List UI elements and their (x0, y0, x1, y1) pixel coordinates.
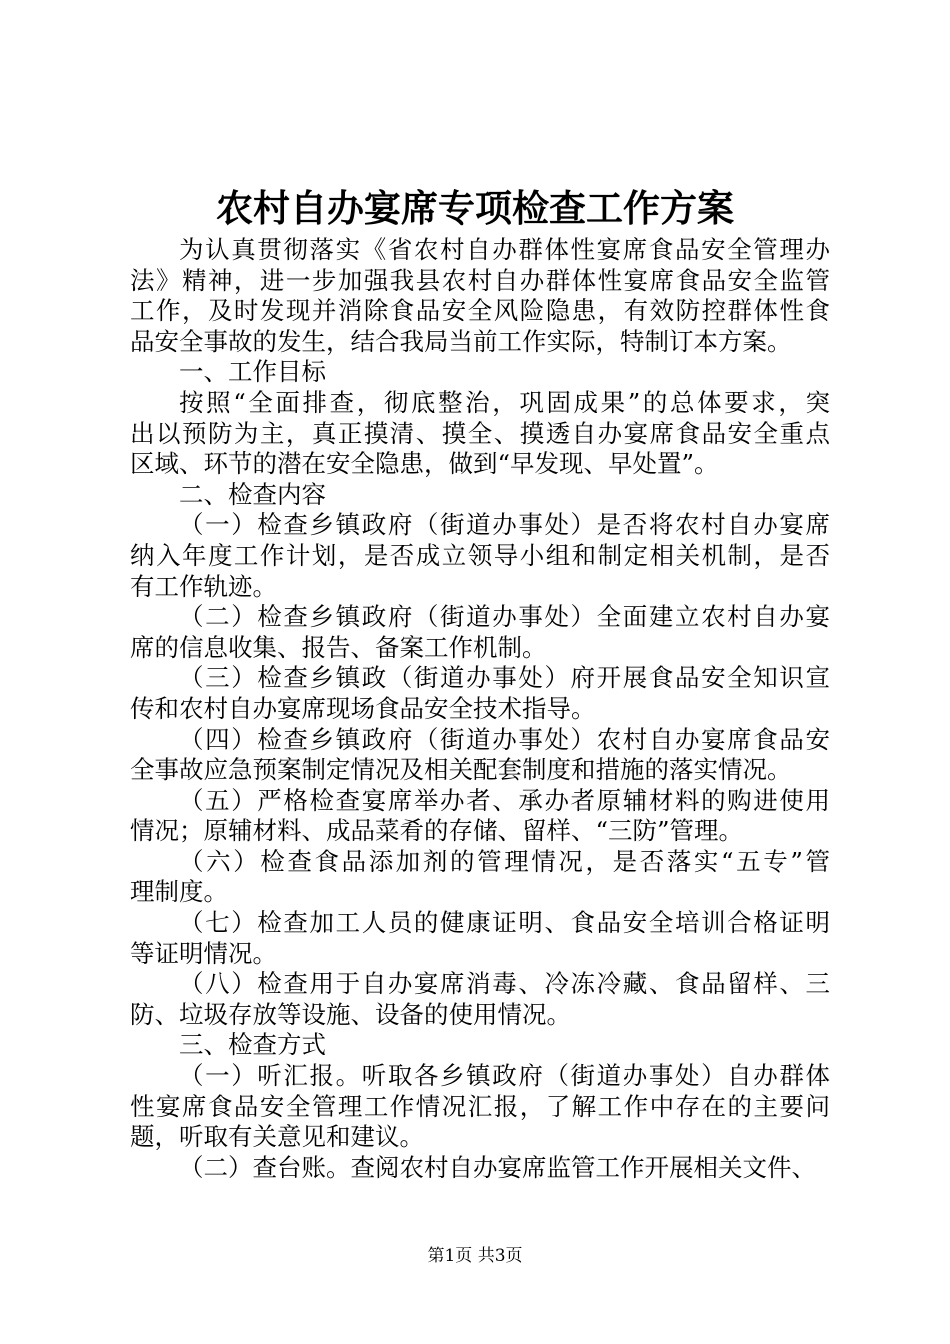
body-text-line: 为认真贯彻落实《省农村自办群体性宴席食品安全管理办 (179, 235, 830, 264)
body-text-line: 区域、环节的潜在安全隐患，做到“早发现、早处置”。 (130, 449, 719, 479)
page-footer: 第1页 共3页 (427, 1246, 523, 1266)
body-text-line: （七）检查加工人员的健康证明、食品安全培训合格证明 (179, 908, 830, 938)
body-text-line: 有工作轨迹。 (130, 571, 277, 601)
document-title: 农村自办宴席专项检查工作方案 (216, 186, 734, 230)
body-text-line: （四）检查乡镇政府（街道办事处）农村自办宴席食品安 (179, 724, 830, 754)
body-text-line: （二）检查乡镇政府（街道办事处）全面建立农村自办宴 (179, 602, 830, 632)
body-text-line: 理制度。 (130, 877, 228, 907)
body-text-line: 一、工作目标 (179, 357, 326, 387)
body-text-line: 性宴席食品安全管理工作情况汇报，了解工作中存在的主要问 (130, 1091, 830, 1121)
body-text-line: 法》精神，进一步加强我县农村自办群体性宴席食品安全监管 (130, 265, 830, 295)
body-text-line: 情况；原辅材料、成品菜肴的存储、留样、“三防”管理。 (130, 816, 744, 846)
body-text-line: 品安全事故的发生，结合我局当前工作实际，特制订本方案。 (130, 326, 792, 356)
body-text-line: 出以预防为主，真正摸清、摸全、摸透自办宴席食品安全重点 (130, 418, 830, 448)
body-text-line: （八）检查用于自办宴席消毒、冷冻冷藏、食品留样、三 (179, 969, 830, 999)
body-text-line: （三）检查乡镇政（街道办事处）府开展食品安全知识宣 (179, 663, 830, 693)
body-text-line: 题，听取有关意见和建议。 (130, 1122, 424, 1152)
body-text-line: （六）检查食品添加剂的管理情况，是否落实“五专”管 (179, 846, 830, 876)
body-text-line: 席的信息收集、报告、备案工作机制。 (130, 632, 547, 662)
document-body (130, 235, 830, 1183)
body-text-line: 工作，及时发现并消除食品安全风险隐患，有效防控群体性食 (130, 296, 830, 326)
body-text-line: （一）听汇报。听取各乡镇政府（街道办事处）自办群体 (179, 1061, 830, 1091)
body-text-line: （二）查台账。查阅农村自办宴席监管工作开展相关文件、 (179, 1152, 816, 1182)
body-text-line: 二、检查内容 (179, 479, 326, 509)
body-text-line: 三、检查方式 (179, 1030, 326, 1060)
body-text-line: （五）严格检查宴席举办者、承办者原辅材料的购进使用 (179, 785, 830, 815)
body-text-line: 防、垃圾存放等设施、设备的使用情况。 (130, 999, 571, 1029)
body-text-line: 传和农村自办宴席现场食品安全技术指导。 (130, 693, 596, 723)
body-text-line: 纳入年度工作计划，是否成立领导小组和制定相关机制，是否 (130, 540, 830, 570)
body-text-line: 按照“全面排查，彻底整治，巩固成果”的总体要求，突 (179, 387, 830, 417)
body-text-line: 全事故应急预案制定情况及相关配套制度和措施的落实情况。 (130, 755, 792, 785)
body-text-line: （一）检查乡镇政府（街道办事处）是否将农村自办宴席 (179, 510, 830, 540)
body-text-line: 等证明情况。 (130, 938, 277, 968)
